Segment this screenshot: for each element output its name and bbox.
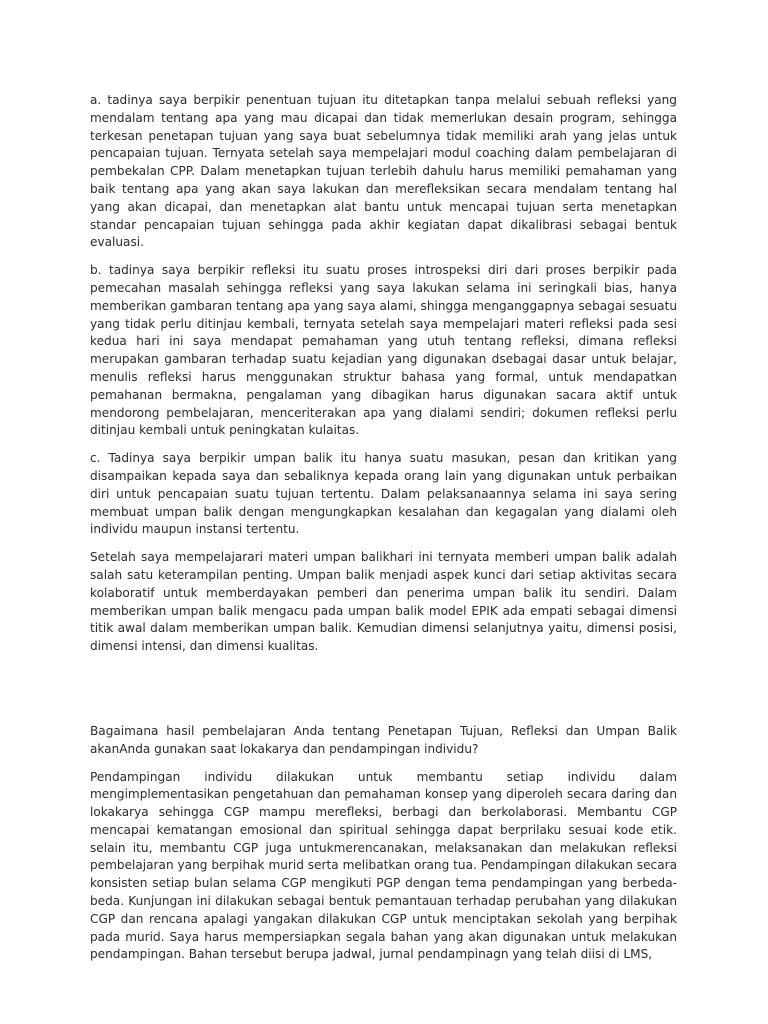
paragraph-c: c. Tadinya saya berpikir umpan balik itu hanya suatu masukan, pesan dan kritikan yang disampaikan kepada saya dan sebaliknya kepada orang lain yang digunakan untuk perbaikan diri untuk pencapaian suatu tujuan tertentu. Dalam pelaksanaannya selama ini saya sering membuat umpan balik dengan mengungkapkan kesalahan dan kegagalan yang dialami oleh individu maupun instansi tertentu. [90,451,677,537]
section-gap [90,666,677,723]
document-page [90,92,677,974]
paragraph-b: b. tadinya saya berpikir refleksi itu suatu proses introspeksi diri dari proses berpikir pada pemecahan masalah sehingga refleksi yang saya lakukan selama ini seringkali bias, hanya memberikan gambaran tentang apa yang saya alami, shingga menganggapnya sebagai sesuatu yang tidak perlu ditinjau kembali, ternyata setelah saya mempelajari materi refleksi pada sesi kedua hari ini saya mendapat pemahaman yang utuh tentang refleksi, dimana refleksi merupakan gambaran terhadap suatu kejadian yang digunakan dsebagai dasar untuk belajar, menulis refleksi harus menggunakan struktur bahasa yang formal, untuk mendapatkan pemahanan bermakna, pengalaman yang dibagikan harus digunakan sacara aktif untuk mendorong pembelajaran, menceriterakan apa yang dialami sendiri; dokumen refleksi perlu ditinjau kembali untuk peningkatan kulaitas. [90,263,677,438]
answer-paragraph: Pendampingan individu dilakukan untuk membantu setiap individu dalam mengimplementasikan pengetahuan dan pemahaman konsep yang diperoleh secara daring dan lokakarya sehingga CGP mampu merefleksi, berbagi dan berkolaborasi. Membantu CGP mencapai kematangan emosional dan spiritual sehingga dapat berprilaku sesuai kode etik. selain itu, membantu CGP juga untukmerencanakan, melaksanakan dan melakukan refleksi pembelajaran yang berpihak murid serta melibatkan orang tua. Pendampingan dilakukan secara konsisten setiap bulan selama CGP mengikuti PGP dengan tema pendampingan yang berbeda-beda. Kunjungan ini dilakukan sebagai bentuk pemantauan terhadap perubahan yang dilakukan CGP dan rencana apalagi yangakan dilakukan CGP untuk menciptakan sekolah yang berpihak pada murid. Saya harus mempersiapkan segala bahan yang akan digunakan untuk melakukan pendampingan. Bahan tersebut berupa jadwal, jurnal pendampinagn yang telah diisi di LMS, [90,769,677,962]
question-paragraph: Bagaimana hasil pembelajaran Anda tentang Penetapan Tujuan, Refleksi dan Umpan Balik akanAnda gunakan saat lokakarya dan pendampingan individu? [90,723,677,756]
paragraph-umpan-balik: Setelah saya mempelajarari materi umpan balikhari ini ternyata memberi umpan balik adalah salah satu keterampilan penting. Umpan balik menjadi aspek kunci dari setiap aktivitas secara kolaboratif untuk memberdayakan pemberi dan penerima umpan balik itu sendiri. Dalam memberikan umpan balik mengacu pada umpan balik model EPIK ada empati sebagai dimensi titik awal dalam memberikan umpan balik. Kemudian dimensi selanjutnya yaitu, dimensi posisi, dimensi intensi, dan dimensi kualitas. [90,550,677,654]
paragraph-a: a. tadinya saya berpikir penentuan tujuan itu ditetapkan tanpa melalui sebuah refleksi yang mendalam tentang apa yang mau dicapai dan tidak memerlukan desain program, sehingga terkesan penetapan tujuan yang saya buat sebelumnya tidak memiliki arah yang jelas untuk pencapaian tujuan. Ternyata setelah saya mempelajari modul coaching dalam pembelajaran di pembekalan CPP. Dalam menetapkan tujuan terlebih dahulu harus memiliki pemahaman yang baik tentang apa yang akan saya lakukan dan merefleksikan secara mendalam tentang hal yang akan dicapai, dan menetapkan alat bantu untuk mencapai tujuan serta menetapkan standar pencapaian tujuan sehingga pada akhir kegiatan dapat dikalibrasi sebagai bentuk evaluasi. [90,93,677,250]
